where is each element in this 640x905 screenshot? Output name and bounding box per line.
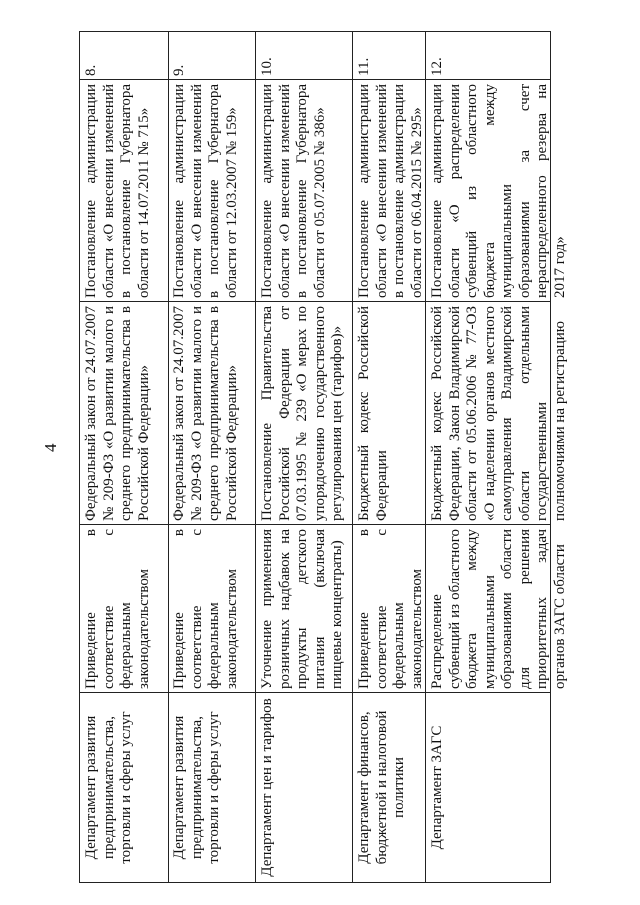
- purpose-cell-text: Приведение в соответствие с федеральным законодательством: [83, 529, 152, 689]
- purpose-cell-text: Уточнение применения розничных надбавок на продукты детского питания (включая пищевые концентраты): [259, 529, 345, 689]
- department-cell: [256, 693, 353, 882]
- purpose-cell: [353, 525, 426, 693]
- basis-cell-text: Федеральный закон от 24.07.2007 № 209-ФЗ «О развитии малого и среднего предпринимательства в Российской Федерации»: [83, 306, 152, 521]
- table-row: [79, 31, 169, 883]
- row-number-text: 10.: [259, 57, 275, 76]
- purpose-cell-text: Приведение в соответствие с федеральным законодательством: [171, 529, 240, 689]
- row-number: [353, 32, 426, 80]
- document-cell-text: Постановление администрации области «О распределении субвенций из областного бюджета между муниципальными образованиями за счет нераспределенного резерва на 2017 год»: [429, 84, 568, 298]
- basis-cell: [426, 302, 568, 525]
- purpose-cell: [256, 525, 353, 693]
- basis-cell: [80, 302, 169, 525]
- document-cell: [353, 80, 426, 302]
- table-row: [256, 31, 353, 883]
- basis-cell-text: Федеральный закон от 24.07.2007 № 209-ФЗ «О развитии малого и среднего предпринимательства в Российской Федерации»: [171, 306, 240, 521]
- document-cell-text: Постановление администрации области «О внесении изменений в постановление Губернатора области от 14.07.2011 № 715»: [83, 84, 152, 298]
- basis-cell: [353, 302, 426, 525]
- purpose-cell-text: Распределение субвенций из областного бюджета между муниципальными образованиями области для решения приоритетных задач органов ЗАГС области: [429, 529, 568, 689]
- document-cell-text: Постановление администрации области «О внесении изменений в постановление Губернатора области от 12.03.2007 № 159»: [171, 84, 240, 298]
- table-row: [426, 31, 568, 883]
- row-number-text: 12.: [429, 57, 445, 76]
- department-cell-text: Департамент ЗАГС: [429, 725, 445, 850]
- purpose-cell: [168, 525, 256, 693]
- department-cell: [168, 693, 256, 882]
- basis-cell-text: Постановление Правительства Российской Федерации от 07.03.1995 № 239 «О мерах по упорядочению государственного регулирования цен (тарифов)»: [259, 306, 345, 521]
- purpose-cell: [80, 525, 169, 693]
- document-cell: [426, 80, 568, 302]
- row-number: [168, 32, 256, 80]
- department-cell-text: Департамент развития предпринимательства, торговли и сферы услуг: [83, 711, 134, 864]
- department-cell-text: Департамент развития предпринимательства, торговли и сферы услуг: [171, 711, 222, 864]
- table-row: [353, 31, 426, 883]
- row-number-text: 9.: [171, 64, 187, 76]
- row-number: [256, 32, 353, 80]
- department-cell-text: Департамент финансов, бюджетной и налоговой политики: [356, 710, 407, 865]
- department-cell: [80, 693, 169, 882]
- row-number: [426, 32, 551, 80]
- basis-cell: [256, 302, 353, 525]
- page-number: 4: [41, 443, 60, 452]
- document-cell: [80, 80, 169, 302]
- department-cell: [426, 693, 551, 882]
- purpose-cell: [426, 525, 568, 693]
- table-row: [168, 31, 256, 883]
- row-number-text: 11.: [356, 57, 372, 76]
- document-cell-text: Постановление администрации области «О внесении изменений в постановление администрации области от 06.04.2015 № 295»: [356, 84, 425, 298]
- basis-cell: [168, 302, 256, 525]
- department-cell-text: Департамент цен и тарифов: [259, 698, 275, 877]
- department-cell: [353, 693, 426, 882]
- purpose-cell-text: Приведение в соответствие с федеральным законодательством: [356, 529, 425, 689]
- document-cell-text: Постановление администрации области «О внесении изменений в постановление Губернатора области от 05.07.2005 № 386»: [259, 84, 328, 298]
- document-cell: [256, 80, 353, 302]
- basis-cell-text: Бюджетный кодекс Российской Федерации: [356, 306, 390, 521]
- basis-cell-text: Бюджетный кодекс Российской Федерации, Закон Владимирской области от 05.06.2006 № 77-ОЗ «О наделении органов местного самоуправления Владимирской области отдельными государственными полномочиями на регистрацию: [429, 306, 568, 521]
- document-cell: [168, 80, 256, 302]
- row-number-text: 8.: [83, 64, 99, 76]
- row-number: [80, 32, 169, 80]
